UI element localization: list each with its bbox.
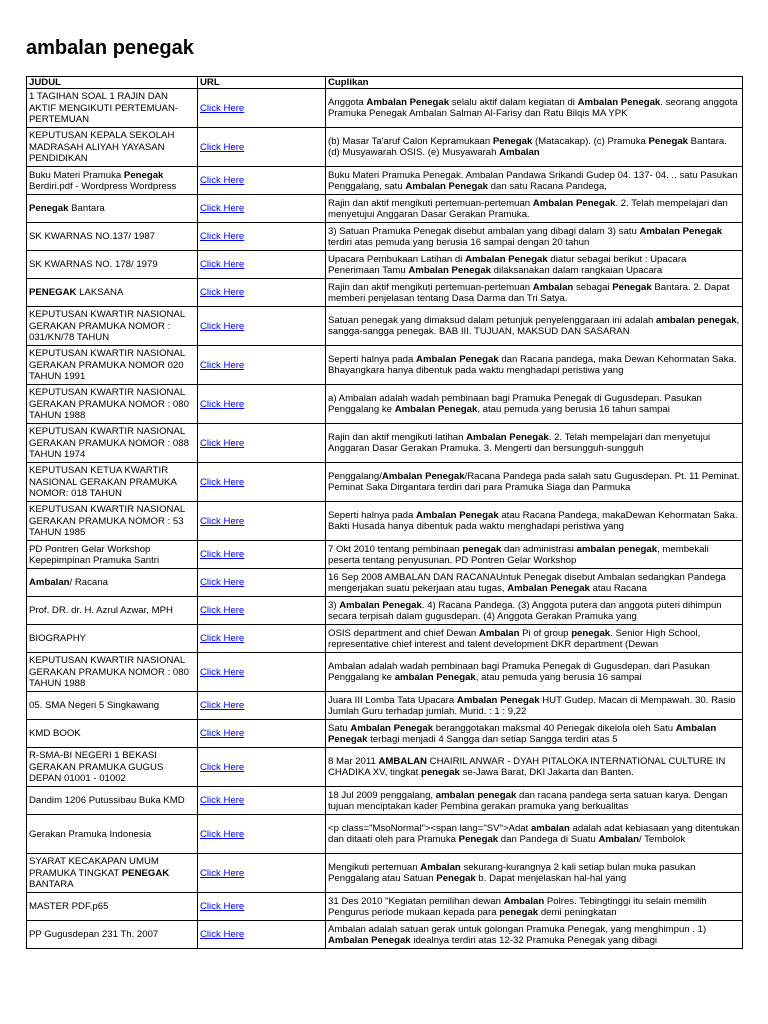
table-row <box>27 346 743 385</box>
judul-cell <box>27 921 198 949</box>
highlighted-term: Penegak <box>648 136 688 147</box>
click-here-link[interactable]: Click Here <box>200 728 245 740</box>
text-segment: Mengikuti pertemuan <box>328 862 421 873</box>
url-cell <box>198 893 326 921</box>
judul-cell <box>27 424 198 463</box>
judul-cell <box>27 569 198 597</box>
text-segment: . 2. Telah mempelajari dan menyetujui Anggaran Dasar Gerakan Pramuka. 3. Mengerti dan bersungguh-sungguh <box>328 432 711 455</box>
table-row <box>27 424 743 463</box>
cuplikan-cell <box>326 787 743 815</box>
text-segment: KMD BOOK <box>29 728 81 740</box>
text-segment: Bantara <box>68 203 105 215</box>
text-segment: dan administrasi <box>501 543 577 555</box>
click-here-link[interactable]: Click Here <box>200 605 245 617</box>
table-row <box>27 692 743 720</box>
table-row <box>27 128 743 167</box>
click-here-link[interactable]: Click Here <box>200 666 245 678</box>
click-here-link[interactable]: Click Here <box>200 633 245 645</box>
text-segment: sekurang-kurangnya 2 kali setiap bulan muka pasukan Penggalang atau Satuan <box>328 862 696 885</box>
url-cell <box>198 223 326 251</box>
judul-cell <box>27 815 198 854</box>
click-here-link[interactable]: Click Here <box>200 231 245 243</box>
table-row <box>27 385 743 424</box>
text-segment: BANTARA <box>29 878 74 890</box>
text-segment: KEPUTUSAN KWARTIR NASIONAL GERAKAN PRAMUKA NOMOR : 080 TAHUN 1988 <box>29 655 189 689</box>
text-segment: Upacara Pembukaan Latihan di <box>328 253 466 265</box>
text-segment: <p class="MsoNormal"><span lang="SV">Adat <box>328 823 531 834</box>
text-segment: Polres. Tebingtinggi itu selain memilih Pengurus periode mukaan kepada para <box>328 895 707 918</box>
highlighted-term: Ambalan Penegak <box>639 225 723 237</box>
cuplikan-cell <box>326 502 743 541</box>
table-row <box>27 541 743 569</box>
text-segment: . seorang anggota Pramuka Penegak Ambalan Salman Al-Farisy dan Ratu Bilqis MA YPK <box>328 97 738 120</box>
text-segment: dan Racana pandega, maka Dewan Kehormatan Saka. Bhayangkara hanya dibentuk pada waktu menghadapi peristiwa yang <box>328 354 737 377</box>
judul-cell <box>27 502 198 541</box>
text-segment: /Racana Pandega pada salah satu Gugusdepan. Pt. 11 Peminat. Peminat Saka Dirgantara terdiri dari para Pramuka Siaga dan Parmuka <box>328 471 740 494</box>
highlighted-term: AMBALAN <box>378 756 427 767</box>
text-segment: 18 Jul 2009 penggalang, <box>328 789 436 801</box>
text-segment: , sangga-sangga penegak. BAB III. TUJUAN, MAKSUD DAN SASARAN <box>328 315 740 338</box>
cuplikan-cell <box>326 921 743 949</box>
url-cell <box>198 346 326 385</box>
click-here-link[interactable]: Click Here <box>200 398 245 410</box>
text-segment: KEPUTUSAN KWARTIR NASIONAL GERAKAN PRAMUKA NOMOR : 080 TAHUN 1988 <box>29 387 189 421</box>
text-segment: R-SMA-BI NEGERI 1 BEKASI GERAKAN PRAMUKA GUGUS DEPAN 01001 - 01002 <box>29 750 164 784</box>
click-here-link[interactable]: Click Here <box>200 549 245 561</box>
highlighted-term: Ambalan <box>499 147 540 159</box>
highlighted-term: Ambalan Penegak <box>456 694 540 706</box>
text-segment: PD Pontren Gelar Workshop Kepepimpinan Pramuka Santri <box>29 543 160 566</box>
judul-cell <box>27 541 198 569</box>
judul-cell <box>27 167 198 195</box>
text-segment: KEPUTUSAN KEPALA SEKOLAH MADRASAH ALIYAH YAYASAN PENDIDIKAN <box>29 130 175 164</box>
text-segment: Berdiri.pdf - Wordpress Wordpress <box>29 180 177 192</box>
judul-cell <box>27 463 198 502</box>
highlighted-term: Ambalan Penegak <box>416 510 499 521</box>
table-row <box>27 279 743 307</box>
text-segment: idealnya terdiri atas 12-32 Pramuka Penegak yang dibagi <box>410 934 658 946</box>
click-here-link[interactable]: Click Here <box>200 867 245 879</box>
click-here-link[interactable]: Click Here <box>200 901 245 913</box>
judul-cell <box>27 128 198 167</box>
cuplikan-cell <box>326 424 743 463</box>
click-here-link[interactable]: Click Here <box>200 700 245 712</box>
click-here-link[interactable]: Click Here <box>200 320 245 332</box>
table-row <box>27 195 743 223</box>
text-segment: 1 TAGIHAN SOAL 1 RAJIN DAN AKTIF MENGIKUTI PERTEMUAN-PERTEMUAN <box>29 91 179 125</box>
table-row <box>27 893 743 921</box>
click-here-link[interactable]: Click Here <box>200 359 245 371</box>
url-cell <box>198 787 326 815</box>
url-cell <box>198 541 326 569</box>
table-row <box>27 251 743 279</box>
click-here-link[interactable]: Click Here <box>200 175 245 187</box>
highlighted-term: PENEGAK <box>29 287 77 299</box>
table-row <box>27 89 743 128</box>
text-segment: . Senior High School, representative chief interest and talent development DKR department (Dewan <box>328 627 701 650</box>
highlighted-term: Ambalan Penegak <box>328 934 411 946</box>
text-segment: . 4) Racana Pandega. (3) Anggota putera dan anggota puteri dihimpun secara terpisah dalam gugusdepan. (4) Anggota Gerakan Pramuka yang <box>328 599 722 622</box>
text-segment: / Racana <box>69 577 108 589</box>
url-cell <box>198 195 326 223</box>
highlighted-term: Ambalan Penegak <box>328 722 717 745</box>
text-segment: Dandim 1206 Putussibau Buka KMD <box>29 795 185 807</box>
highlighted-term: ambalan Penegak <box>394 672 476 684</box>
judul-cell <box>27 653 198 692</box>
judul-cell <box>27 597 198 625</box>
highlighted-term: Ambalan Penegak <box>532 197 616 209</box>
table-row <box>27 167 743 195</box>
text-segment: 3) Satuan Pramuka Penegak disebut ambalan yang dibagi dalam 3) satu <box>328 225 640 237</box>
cuplikan-cell <box>326 128 743 167</box>
table-row <box>27 502 743 541</box>
text-segment: Satuan penegak yang dimaksud dalam petunjuk penyelenggaraan ini adalah <box>328 315 657 326</box>
judul-cell <box>27 692 198 720</box>
url-cell <box>198 921 326 949</box>
text-segment: Rajin dan aktif mengikuti pertemuan-pertemuan <box>328 281 533 293</box>
table-row <box>27 223 743 251</box>
cuplikan-cell <box>326 569 743 597</box>
highlighted-term: ambalan penegak <box>576 543 658 555</box>
highlighted-term: Ambalan Penegak <box>366 97 450 108</box>
highlighted-term: Penegak <box>492 136 533 147</box>
text-segment: , atau pemuda yang berusia 16 sampai <box>475 672 642 684</box>
cuplikan-cell <box>326 720 743 748</box>
highlighted-term: Ambalan Penegak <box>381 471 465 482</box>
judul-cell <box>27 279 198 307</box>
highlighted-term: Ambalan Penegak <box>405 180 489 192</box>
text-segment: 31 Des 2010 "Kegiatan pemilihan dewan <box>328 895 504 907</box>
page-title: ambalan penegak <box>26 37 194 59</box>
cuplikan-cell <box>326 251 743 279</box>
text-segment: Seperti halnya pada <box>328 510 417 521</box>
cuplikan-cell <box>326 463 743 502</box>
text-segment: adalah adat kebiasaan yang ditentukan dan ditaati oleh para Pramuka <box>328 823 740 846</box>
click-here-link[interactable]: Click Here <box>200 795 245 807</box>
text-segment: , atau pemuda yang berusia 16 tahun sampai <box>477 404 670 416</box>
click-here-link[interactable]: Click Here <box>200 476 245 488</box>
text-segment: (Matacakap). (c) Pramuka <box>532 136 649 147</box>
url-cell <box>198 385 326 424</box>
text-segment: terbagi menjadi 4 Sangga dan setiap Sangga terdiri atas 5 <box>367 733 618 745</box>
text-segment: SK KWARNAS NO. 178/ 1979 <box>29 259 158 271</box>
text-segment: Juara III Lomba Tata Upacara <box>328 694 457 706</box>
text-segment: Ambalan adalah satuan gerak untuk golongan Pramuka Penegak, yang menghimpun . 1) <box>328 923 707 935</box>
highlighted-term: Ambalan <box>503 895 545 907</box>
text-segment: Ambalan adalah wadah pembinaan bagi Pramuka Penegak di Gugusdepan. dari Pasukan Penggalang ke <box>328 661 710 684</box>
results-table <box>26 76 743 949</box>
table-body <box>27 89 743 949</box>
click-here-link[interactable]: Click Here <box>200 203 245 215</box>
url-cell <box>198 854 326 893</box>
highlighted-term: penegak <box>420 767 460 779</box>
url-cell <box>198 815 326 854</box>
text-segment: dan racana pandega serta satuan karya. Dengan tujuan menciptakan kader Pembina gerakan pramuka yang berkualitas <box>328 789 728 812</box>
text-segment: KEPUTUSAN KWARTIR NASIONAL GERAKAN PRAMUKA NOMOR : 53 TAHUN 1985 <box>29 504 185 538</box>
text-segment: se-Jawa Barat, DKI Jakarta dan Banten. <box>459 767 634 779</box>
table-row <box>27 815 743 854</box>
text-segment: BIOGRAPHY <box>29 633 87 645</box>
text-segment: 16 Sep 2008 AMBALAN DAN RACANAUntuk Penegak disebut Ambalan sedangkan Pandega mengerjakan suatu pekerjaan atau tugas, <box>328 571 726 594</box>
text-segment: PP Gugusdepan 231 Th. 2007 <box>29 929 159 941</box>
text-segment: / Tembolok <box>638 834 686 846</box>
click-here-link[interactable]: Click Here <box>200 929 245 941</box>
cuplikan-cell <box>326 625 743 653</box>
url-cell <box>198 279 326 307</box>
url-cell <box>198 167 326 195</box>
highlighted-term: penegak <box>462 543 502 555</box>
text-segment: SYARAT KECAKAPAN UMUM PRAMUKA TINGKAT <box>29 856 159 879</box>
table-row <box>27 854 743 893</box>
text-segment: Buku Materi Pramuka Penegak. Ambalan Pandawa Srikandi Gudep 04. 137- 04. .. satu Pasukan Penggalang, satu <box>328 169 738 192</box>
text-segment: dilaksanakan dalam rangkaian Upacara <box>491 264 663 276</box>
text-segment: KEPUTUSAN KWARTIR NASIONAL GERAKAN PRAMUKA NOMOR 020 TAHUN 1991 <box>29 348 185 382</box>
cuplikan-cell <box>326 893 743 921</box>
text-segment: 8 Mar 2011 <box>328 756 379 767</box>
text-segment: Anggota <box>328 97 367 108</box>
url-cell <box>198 89 326 128</box>
url-cell <box>198 502 326 541</box>
judul-cell <box>27 385 198 424</box>
text-segment: 7 Okt 2010 tentang pembinaan <box>328 543 463 555</box>
highlighted-term: Ambalan <box>478 627 520 639</box>
text-segment: Seperti halnya pada <box>328 354 417 365</box>
judul-cell <box>27 625 198 653</box>
url-cell <box>198 307 326 346</box>
highlighted-term: Ambalan Penegak <box>394 404 478 416</box>
url-cell <box>198 128 326 167</box>
highlighted-term: Ambalan <box>420 862 461 873</box>
text-segment: beranggotakan maksmal 40 Penegak dikelola oleh Satu <box>433 722 676 734</box>
highlighted-term: ambalan penegak <box>435 789 517 801</box>
text-segment: 3) <box>328 599 340 611</box>
click-here-link[interactable]: Click Here <box>200 259 245 271</box>
table-row <box>27 307 743 346</box>
highlighted-term: Ambalan <box>598 834 639 846</box>
url-cell <box>198 463 326 502</box>
column-header-url: URL <box>198 77 326 89</box>
highlighted-term: penegak <box>571 627 611 639</box>
text-segment: Pi of group <box>519 627 572 639</box>
text-segment: demi peningkatan <box>538 906 617 918</box>
text-segment: KEPUTUSAN KWARTIR NASIONAL GERAKAN PRAMUKA NOMOR : 088 TAHUN 1974 <box>29 426 189 460</box>
text-segment: CHAIRIL ANWAR - DYAH PITALOKA INTERNATIONAL CULTURE IN CHADIKA XV, tingkat <box>328 756 726 779</box>
text-segment: Buku Materi Pramuka <box>29 169 124 181</box>
url-cell <box>198 720 326 748</box>
text-segment: . 2. Telah mempelajari dan menyetujui Anggaran Dasar Gerakan Pramuka. <box>328 197 728 220</box>
highlighted-term: Ambalan Penegak <box>350 722 434 734</box>
click-here-link[interactable]: Click Here <box>200 437 245 449</box>
url-cell <box>198 625 326 653</box>
judul-cell <box>27 748 198 787</box>
cuplikan-cell <box>326 385 743 424</box>
text-segment: terdiri atas pemuda yang berusia 16 sampai dengan 20 tahun <box>328 236 590 248</box>
cuplikan-cell <box>326 307 743 346</box>
cuplikan-cell <box>326 195 743 223</box>
highlighted-term: Penegak <box>458 834 499 846</box>
highlighted-term: PENEGAK <box>121 867 170 879</box>
click-here-link[interactable]: Click Here <box>200 761 245 773</box>
highlighted-term: ambalan <box>530 823 570 834</box>
click-here-link[interactable]: Click Here <box>200 102 245 114</box>
highlighted-term: Ambalan Penegak <box>465 253 548 265</box>
cuplikan-cell <box>326 89 743 128</box>
text-segment: dan Pandega di Suatu <box>498 834 599 846</box>
highlighted-term: Penegak <box>436 873 476 885</box>
cuplikan-cell <box>326 167 743 195</box>
cuplikan-cell <box>326 223 743 251</box>
cuplikan-cell <box>326 748 743 787</box>
text-segment: Satu <box>328 722 351 734</box>
table-row <box>27 653 743 692</box>
judul-cell <box>27 223 198 251</box>
table-row <box>27 597 743 625</box>
table-row <box>27 921 743 949</box>
click-here-link[interactable]: Click Here <box>200 828 245 840</box>
highlighted-term: Ambalan <box>29 577 70 589</box>
judul-cell <box>27 346 198 385</box>
url-cell <box>198 692 326 720</box>
text-segment: (b) Masar Ta'aruf Calon Kepramukaan <box>328 136 493 147</box>
click-here-link[interactable]: Click Here <box>200 141 245 153</box>
cuplikan-cell <box>326 854 743 893</box>
highlighted-term: Ambalan Penegak <box>339 599 422 611</box>
judul-cell <box>27 720 198 748</box>
judul-cell <box>27 307 198 346</box>
click-here-link[interactable]: Click Here <box>200 287 245 299</box>
text-segment: MASTER PDF.p65 <box>29 901 109 913</box>
cuplikan-cell <box>326 279 743 307</box>
highlighted-term: Ambalan <box>532 281 574 293</box>
highlighted-term: Penegak <box>123 169 164 181</box>
cuplikan-cell <box>326 692 743 720</box>
cuplikan-cell <box>326 815 743 854</box>
text-segment: , membekali peserta tentang penyusunan. PD Pontren Gelar Workshop <box>328 543 709 566</box>
highlighted-term: Ambalan Penegak <box>408 264 492 276</box>
click-here-link[interactable]: Click Here <box>200 515 245 527</box>
url-cell <box>198 569 326 597</box>
highlighted-term: penegak <box>499 906 539 918</box>
text-segment: atau Racana <box>589 582 647 594</box>
text-segment: KEPUTUSAN KETUA KWARTIR NASIONAL GERAKAN PRAMUKA NOMOR: 018 TAHUN <box>29 465 177 499</box>
text-segment: b. Dapat menjelaskan hal-hal yang <box>475 873 627 885</box>
table-header-row <box>27 77 743 89</box>
text-segment: dan satu Racana Pandega, <box>488 180 607 192</box>
text-segment: KEPUTUSAN KWARTIR NASIONAL GERAKAN PRAMUKA NOMOR : 031/KN/78 TAHUN <box>29 309 185 343</box>
column-header-judul: JUDUL <box>27 77 198 89</box>
text-segment: a) Ambalan adalah wadah pembinaan bagi Pramuka Penegak di Gugusdepan. Pasukan Penggalang ke <box>328 393 702 416</box>
text-segment: sebagai <box>573 281 613 293</box>
judul-cell <box>27 251 198 279</box>
highlighted-term: Penegak <box>612 281 652 293</box>
text-segment: Rajin dan aktif mengikuti latihan <box>328 432 467 443</box>
highlighted-term: Ambalan Penegak <box>577 97 661 108</box>
text-segment: 05. SMA Negeri 5 Singkawang <box>29 700 160 712</box>
highlighted-term: Ambalan Penegak <box>466 432 549 443</box>
url-cell <box>198 424 326 463</box>
url-cell <box>198 653 326 692</box>
text-segment: Bantara. 2. Dapat memberi penjelasan tentang Dasa Darma dan Tri Satya. <box>328 281 730 304</box>
text-segment: selalu aktif dalam kegiatan di <box>449 97 578 108</box>
judul-cell <box>27 787 198 815</box>
cuplikan-cell <box>326 597 743 625</box>
judul-cell <box>27 195 198 223</box>
highlighted-term: Ambalan Penegak <box>507 582 590 594</box>
highlighted-term: ambalan penegak <box>656 315 737 326</box>
cuplikan-cell <box>326 653 743 692</box>
cuplikan-cell <box>326 346 743 385</box>
table-row <box>27 463 743 502</box>
text-segment: diatur sebagai berikut : Upacara Penerimaan Tamu <box>328 253 687 276</box>
url-cell <box>198 748 326 787</box>
cuplikan-cell <box>326 541 743 569</box>
text-segment: HUT Gudep. Macan di Mempawah. 30. Rasio Jumlah Guru terhadap jumlah. Murid. : 1 : 9,22 <box>328 694 736 717</box>
highlighted-term: Ambalan Penegak <box>416 354 499 365</box>
table-row <box>27 720 743 748</box>
table-row <box>27 569 743 597</box>
table-row <box>27 748 743 787</box>
text-segment: LAKSANA <box>76 287 124 299</box>
column-header-cuplikan: Cuplikan <box>326 77 743 89</box>
judul-cell <box>27 893 198 921</box>
text-segment: Gerakan Pramuka Indonesia <box>29 828 152 840</box>
judul-cell <box>27 854 198 893</box>
table-row <box>27 625 743 653</box>
text-segment: SK KWARNAS NO.137/ 1987 <box>29 231 156 243</box>
text-segment: atau Racana Pandega, makaDewan Kehormatan Saka. Bakti Husada hanya dibentuk pada waktu menghadapi peristiwa yang <box>328 510 738 533</box>
url-cell <box>198 251 326 279</box>
text-segment: OSIS department and chief Dewan <box>328 627 479 639</box>
text-segment: Penggalang/ <box>328 471 382 482</box>
table-row <box>27 787 743 815</box>
url-cell <box>198 597 326 625</box>
text-segment: Prof. DR. dr. H. Azrul Azwar, MPH <box>29 605 173 617</box>
judul-cell <box>27 89 198 128</box>
click-here-link[interactable]: Click Here <box>200 577 245 589</box>
text-segment: Bantara. (d) Musyawarah OSIS. (e) Musyawarah <box>328 136 727 159</box>
text-segment: Rajin dan aktif mengikuti pertemuan-pertemuan <box>328 197 533 209</box>
highlighted-term: Penegak <box>29 203 69 215</box>
